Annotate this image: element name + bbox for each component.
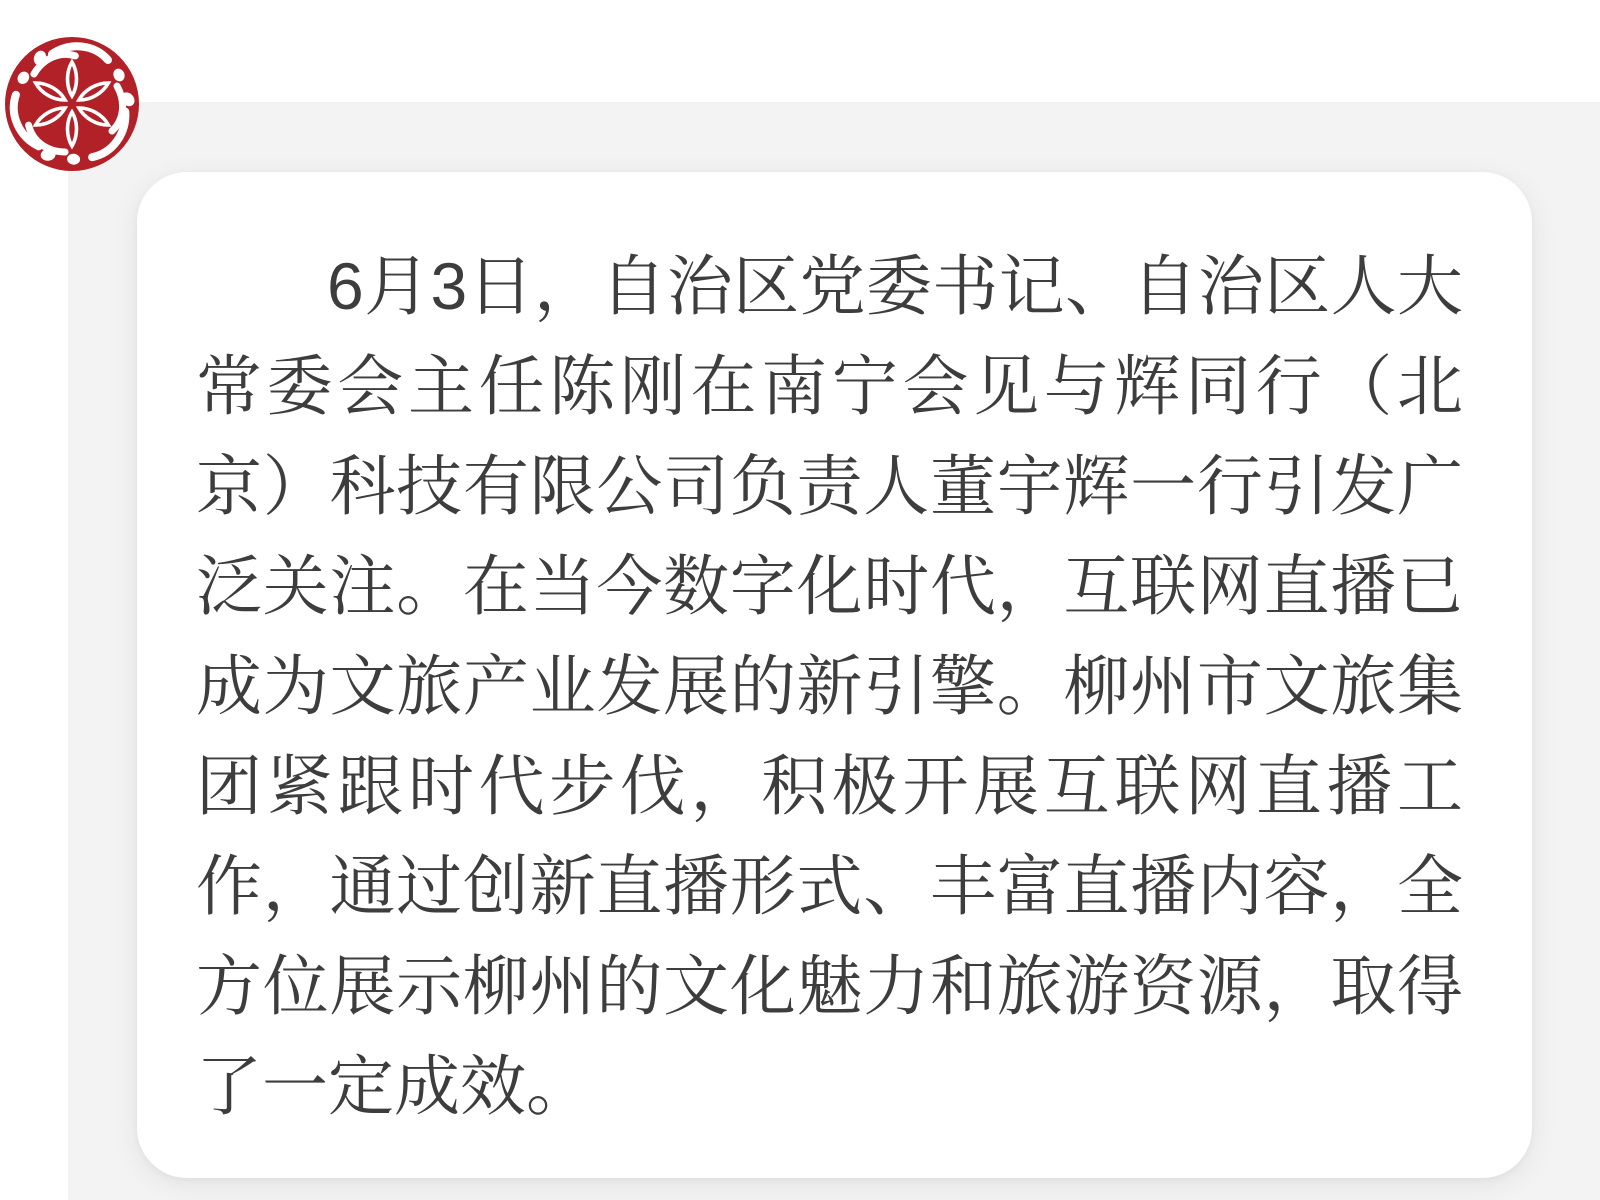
red-seal-emblem-icon xyxy=(5,37,139,171)
message-text-line: 泛关注。在当今数字化时代，互联网直播已 xyxy=(196,549,1463,623)
message-bubble[interactable] xyxy=(137,172,1532,1178)
message-text-line: 京）科技有限公司负责人董宇辉一行引发广 xyxy=(196,449,1463,523)
avatar[interactable] xyxy=(5,37,139,171)
message-text-line: 团紧跟时代步伐，积极开展互联网直播工 xyxy=(196,749,1463,823)
message-text-line: 常委会主任陈刚在南宁会见与辉同行（北 xyxy=(196,349,1463,423)
message-text-line: 成为文旅产业发展的新引擎。柳州市文旅集 xyxy=(196,649,1463,723)
message-text xyxy=(196,236,1463,1136)
message-text-line: 方位展示柳州的文化魅力和旅游资源，取得 xyxy=(196,949,1463,1023)
message-text-line: 作，通过创新直播形式、丰富直播内容，全 xyxy=(196,849,1463,923)
message-text-line: 6月3日，自治区党委书记、自治区人大 xyxy=(327,249,1463,323)
message-text-line: 了一定成效。 xyxy=(196,1049,592,1123)
